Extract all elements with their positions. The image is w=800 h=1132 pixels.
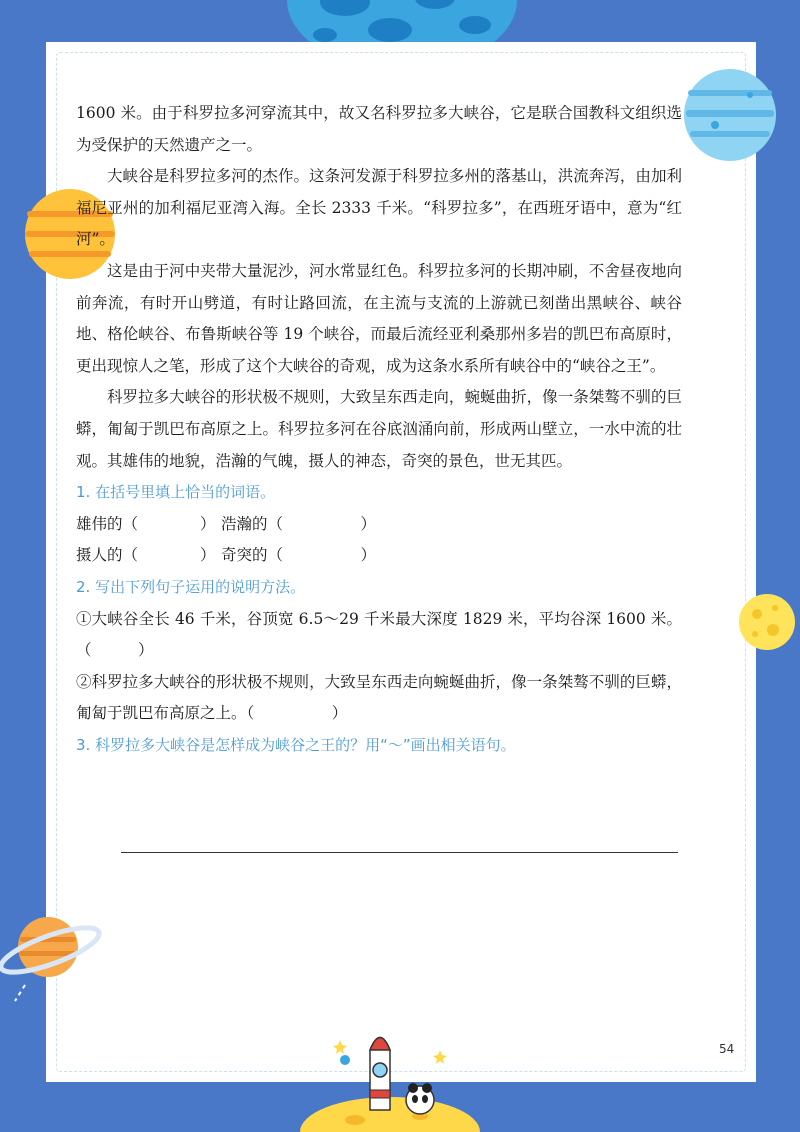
question-1-row-1 (76, 509, 682, 541)
rocket-panda-illustration (300, 1020, 480, 1132)
reading-paragraph-3: 这是由于河中夹带大量泥沙，河水常显红色。科罗拉多河的长期冲刷，不舍昼夜地向前奔流，有时开山劈道，有时让路回流，在主流与支流的上游就已刻凿出黑峡谷、峡谷地、格伦峡谷、布鲁斯峡谷等 19 个峡谷，而最后流经亚利桑那州多岩的凯巴布高原时，更出现惊人之笔，形成了这个大峡谷的奇观，成为这条水系所有峡谷中的“峡谷之王”。 (76, 261, 682, 375)
worksheet-content (76, 98, 682, 761)
page-number: 54 (719, 1042, 735, 1056)
question-2-item-1[interactable]: ①大峡谷全长 46 千米，谷顶宽 6.5～29 千米最大深度 1829 米，平均谷深 1600 米。（ ） (76, 609, 682, 660)
fill-blank-item[interactable]: 摄人的（ ） (76, 546, 216, 565)
reading-paragraph-1: 1600 米。由于科罗拉多河穿流其中，故又名科罗拉多大峡谷，它是联合国教科文组织选为受保护的天然遗产之一。 (76, 104, 682, 154)
blue-planet-icon (680, 65, 780, 165)
question-1-title: 1. 在括号里填上恰当的词语。 (76, 483, 276, 502)
reading-paragraph-2: 大峡谷是科罗拉多河的杰作。这条河发源于科罗拉多州的落基山，洪流奔泻，由加利福尼亚州的加利福尼亚湾入海。全长 2333 千米。“科罗拉多”，在西班牙语中，意为“红河”。 (76, 167, 682, 249)
ringed-planet-icon (0, 905, 110, 1005)
fill-blank-item[interactable]: 奇突的（ ） (221, 546, 377, 565)
answer-line[interactable] (121, 852, 678, 853)
question-2-title: 2. 写出下列句子运用的说明方法。 (76, 577, 306, 596)
reading-paragraph-4: 科罗拉多大峡谷的形状极不规则，大致呈东西走向，蜿蜒曲折，像一条桀骜不驯的巨蟒，匍匐于凯巴布高原之上。科罗拉多河在谷底汹涌向前，形成两山壁立，一水中流的壮观。其雄伟的地貌，浩瀚的气魄，摄人的神态，奇突的景色，世无其匹。 (76, 388, 682, 470)
fill-blank-item[interactable]: 浩瀚的（ ） (221, 514, 377, 533)
yellow-moon-icon (737, 592, 797, 652)
fill-blank-item[interactable]: 雄伟的（ ） (76, 514, 216, 533)
question-3-title: 3. 科罗拉多大峡谷是怎样成为峡谷之王的？用“～”画出相关语句。 (76, 735, 516, 754)
question-2-item-2[interactable]: ②科罗拉多大峡谷的形状极不规则，大致呈东西走向蜿蜒曲折，像一条桀骜不驯的巨蟒，匍匐于凯巴布高原之上。（ ） (76, 672, 682, 723)
question-1-row-2 (76, 540, 682, 572)
